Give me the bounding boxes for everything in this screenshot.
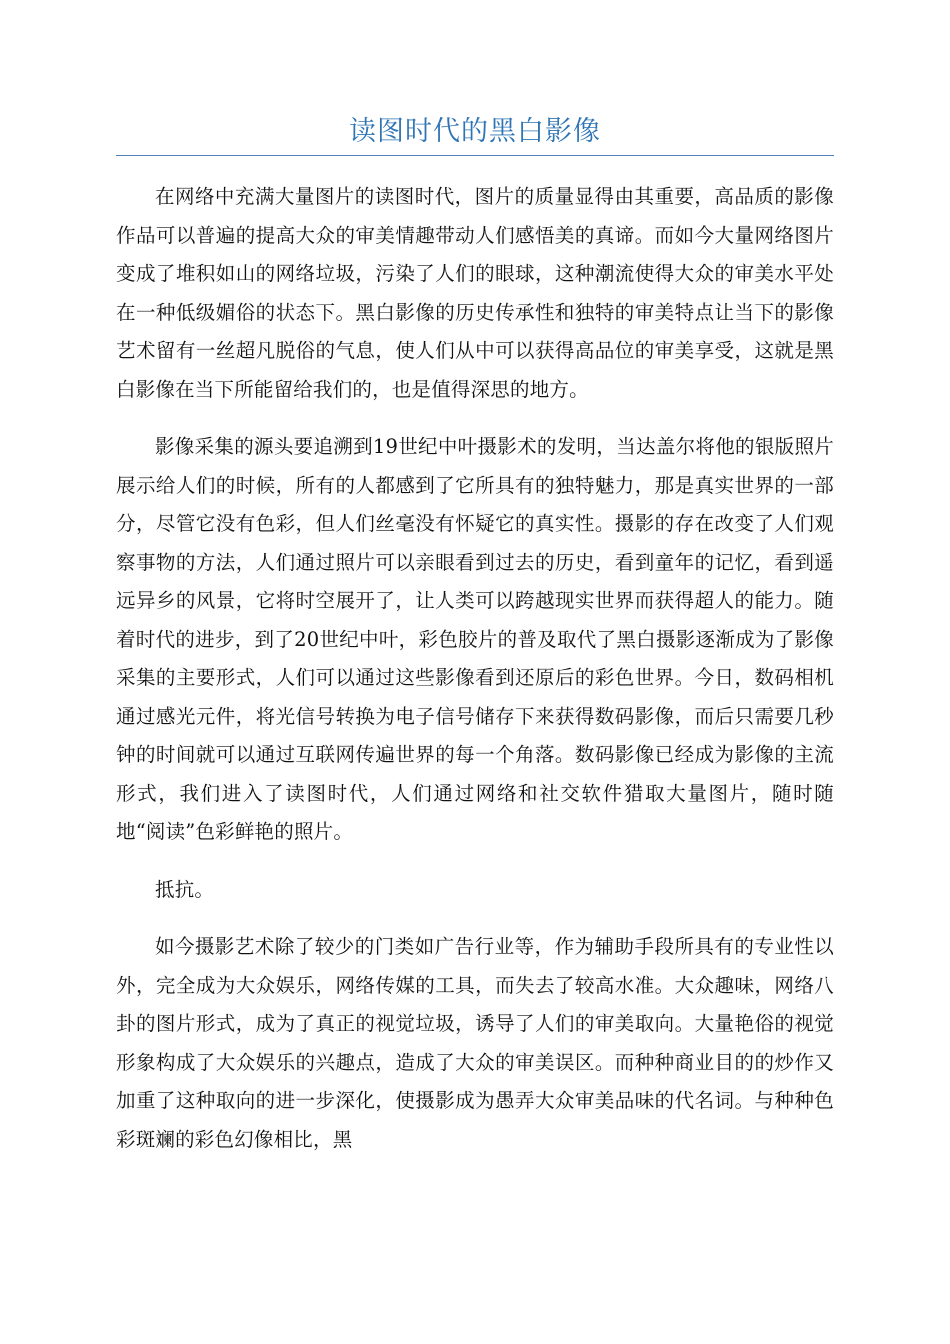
document-body xyxy=(116,178,834,1178)
title-block xyxy=(116,108,834,156)
document-title: 读图时代的黑白影像 xyxy=(349,116,601,147)
paragraph-4: 如今摄影艺术除了较少的门类如广告行业等，作为辅助手段所具有的专业性以外，完全成为大众娱乐，网络传媒的工具，而失去了较高水准。大众趣味，网络八卦的图片形式，成为了真正的视觉垃圾，诱导了人们的审美取向。大量艳俗的视觉形象构成了大众娱乐的兴趣点，造成了大众的审美误区。而种种商业目的的炒作又加重了这种取向的进一步深化，使摄影成为愚弄大众审美品味的代名词。与种种色彩斑斓的彩色幻像相比，黑 xyxy=(116,935,834,1151)
paragraph-2: 影像采集的源头要追溯到19世纪中叶摄影术的发明，当达盖尔将他的银版照片展示给人们的时候，所有的人都感到了它所具有的独特魅力，那是真实世界的一部分，尽管它没有色彩，但人们丝毫没有怀疑它的真实性。摄影的存在改变了人们观察事物的方法，人们通过照片可以亲眼看到过去的历史，看到童年的记忆，看到遥远异乡的风景，它将时空展开了，让人类可以跨越现实世界而获得超人的能力。随着时代的进步，到了20世纪中叶，彩色胶片的普及取代了黑白摄影逐渐成为了影像采集的主要形式，人们可以通过这些影像看到还原后的彩色世界。今日，数码相机通过感光元件，将光信号转换为电子信号储存下来获得数码影像，而后只需要几秒钟的时间就可以通过互联网传遍世界的每一个角落。数码影像已经成为影像的主流形式，我们进入了读图时代，人们通过网络和社交软件猎取大量图片，随时随地“阅读”色彩鲜艳的照片。 xyxy=(116,435,834,843)
paragraph-3: 抵抗。 xyxy=(155,877,215,901)
paragraph-1: 在网络中充满大量图片的读图时代，图片的质量显得由其重要，高品质的影像作品可以普遍的提高大众的审美情趣带动人们感悟美的真谛。而如今大量网络图片变成了堆积如山的网络垃圾，污染了人们的眼球，这种潮流使得大众的审美水平处在一种低级媚俗的状态下。黑白影像的历史传承性和独特的审美特点让当下的影像艺术留有一丝超凡脱俗的气息，使人们从中可以获得高品位的审美享受，这就是黑白影像在当下所能留给我们的，也是值得深思的地方。 xyxy=(116,185,834,401)
